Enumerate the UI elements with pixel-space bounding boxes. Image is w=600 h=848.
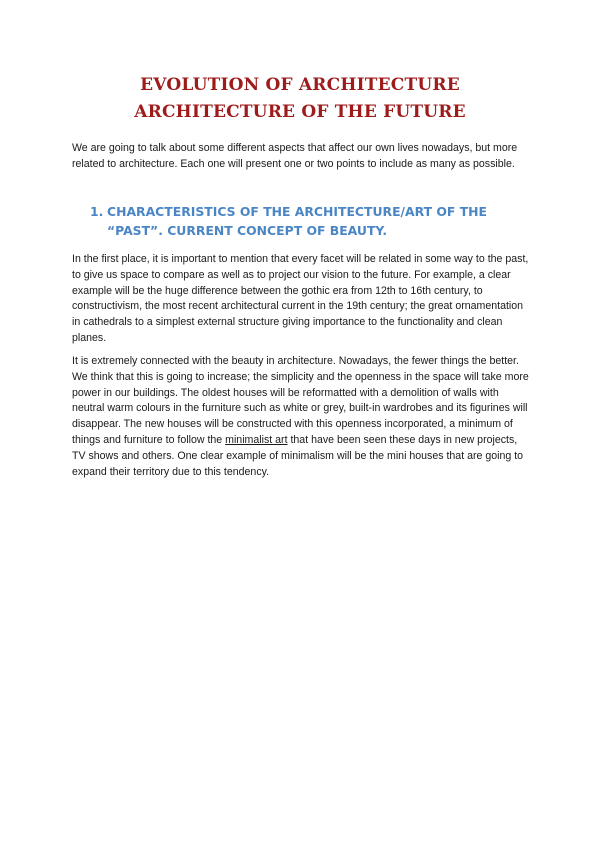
section-1-heading-text: CHARACTERISTICS OF THE ARCHITECTURE/ART OF THE “PAST”. CURRENT CONCEPT OF BEAUTY. [107,204,487,238]
title-line-1: EVOLUTION OF ARCHITECTURE [140,75,460,95]
title-line-2: ARCHITECTURE OF THE FUTURE [134,102,466,122]
intro-paragraph: We are going to talk about some different aspects that affect our own lives nowadays, but more related to architecture. Each one will present one or two points to include as many as possible. [72,142,518,170]
document-title [0,72,600,126]
section-1-number: 1. [90,204,104,219]
section-1-heading [90,202,530,240]
section-1-paragraph-1: In the first place, it is important to mention that every facet will be related in some way to the past, to give us space to compare as well as to project our vision to the future. For example, a clear example will be the huge difference between the gothic era from 12th to 16th century, to constructivism, the most recent architectural current in the 19th century; the great ornamentation in cathedrals to a simplest external structure giving importance to the functionality and clean planes. [72,253,529,344]
section-1-paragraph-2 [72,354,532,480]
paragraph-2-text-before-link: It is extremely connected with the beauty in architecture. Nowadays, the fewer things the better. We think that this is going to increase; the simplicity and the openness in the space will take more power in our buildings. The oldest houses will be reformatted with a demolition of walls with neutral warm colours in the furniture such as white or grey, built-in wardrobes and its figurines will disappear. The new houses will be constructed with this openness incorporated, a minimum of things and furniture to follow the [72,355,529,446]
paragraph-2-text-after-link: that have been seen these days in new projects, TV shows and others. One clear example of minimalism will be the mini houses that are going to expand their territory due to this tendency. [72,433,524,478]
minimalist-art-link[interactable]: minimalist art [225,433,288,446]
